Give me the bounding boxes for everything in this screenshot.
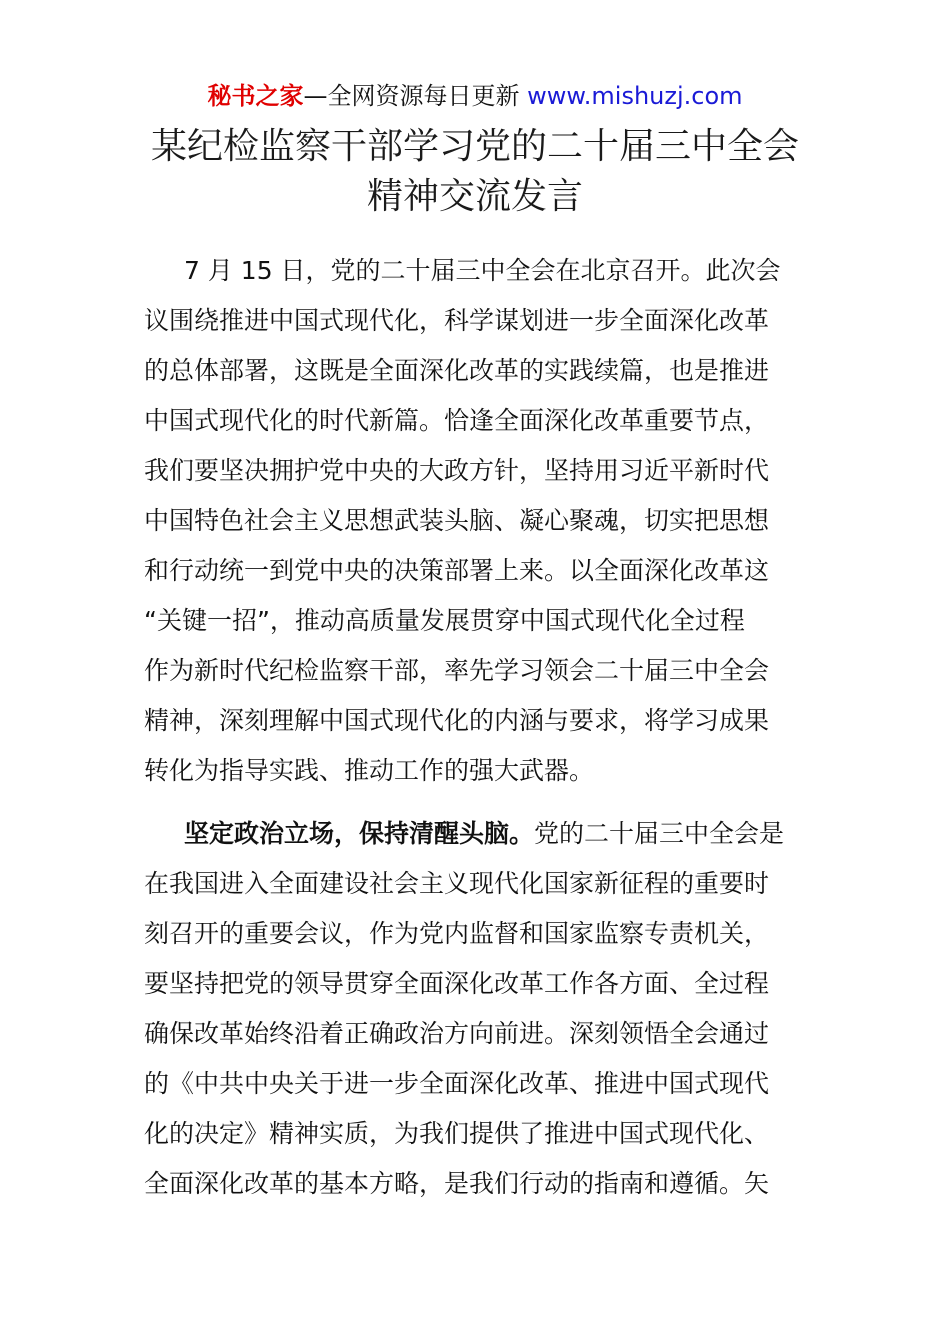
paragraph-line: 精神，深刻理解中国式现代化的内涵与要求，将学习成果 bbox=[144, 706, 770, 735]
paragraph-line: 我们要坚决拥护党中央的大政方针，坚持用习近平新时代 bbox=[144, 456, 770, 485]
document-title bbox=[100, 122, 850, 222]
title-line-1: 某纪检监察干部学习党的二十届三中全会 bbox=[150, 126, 799, 167]
paragraph-line bbox=[144, 809, 806, 859]
paragraph-2 bbox=[144, 809, 806, 1209]
paragraph-line: 化的决定》精神实质，为我们提供了推进中国式现代化、 bbox=[144, 1119, 770, 1148]
paragraph-line: 和行动统一到党中央的决策部署上来。以全面深化改革这 bbox=[144, 556, 770, 585]
title-line-2: 精神交流发言 bbox=[366, 176, 583, 217]
paragraph-line: 全面深化改革的基本方略，是我们行动的指南和遵循。矢 bbox=[144, 1169, 770, 1198]
paragraph-line: 在我国进入全面建设社会主义现代化国家新征程的重要时 bbox=[144, 869, 770, 898]
paragraph-line: 议围绕推进中国式现代化，科学谋划进一步全面深化改革 bbox=[144, 306, 770, 335]
paragraph-line: 刻召开的重要会议，作为党内监督和国家监察专责机关， bbox=[144, 919, 770, 948]
paragraph-1 bbox=[144, 246, 806, 796]
heading-continuation: 党的二十届三中全会是 bbox=[534, 819, 785, 848]
paragraph-line: 中国特色社会主义思想武装头脑、凝心聚魂，切实把思想 bbox=[144, 506, 770, 535]
site-header bbox=[0, 80, 950, 112]
paragraph-line: 确保改革始终沿着正确政治方向前进。深刻领悟全会通过 bbox=[144, 1019, 770, 1048]
paragraph-line: 的总体部署，这既是全面深化改革的实践续篇，也是推进 bbox=[144, 356, 770, 385]
paragraph-line: 7 月 15 日，党的二十届三中全会在北京召开。此次会 bbox=[184, 256, 781, 285]
paragraph-line: 要坚持把党的领导贯穿全面深化改革工作各方面、全过程 bbox=[144, 969, 770, 998]
paragraph-line: 中国式现代化的时代新篇。恰逢全面深化改革重要节点， bbox=[144, 406, 770, 435]
site-url-link[interactable]: www.mishuzj.com bbox=[527, 82, 743, 110]
document-body bbox=[144, 246, 806, 1209]
site-brand: 秘书之家 bbox=[207, 82, 304, 110]
paragraph-line: 转化为指导实践、推动工作的强大武器。 bbox=[144, 756, 595, 785]
site-tagline: —全网资源每日更新 bbox=[303, 82, 528, 110]
paragraph-line: “关键一招”，推动高质量发展贯穿中国式现代化全过程 bbox=[144, 606, 745, 635]
section-heading: 坚定政治立场，保持清醒头脑。 bbox=[184, 819, 535, 848]
paragraph-line: 的《中共中央关于进一步全面深化改革、推进中国式现代 bbox=[144, 1069, 770, 1098]
paragraph-line: 作为新时代纪检监察干部，率先学习领会二十届三中全会 bbox=[144, 656, 770, 685]
